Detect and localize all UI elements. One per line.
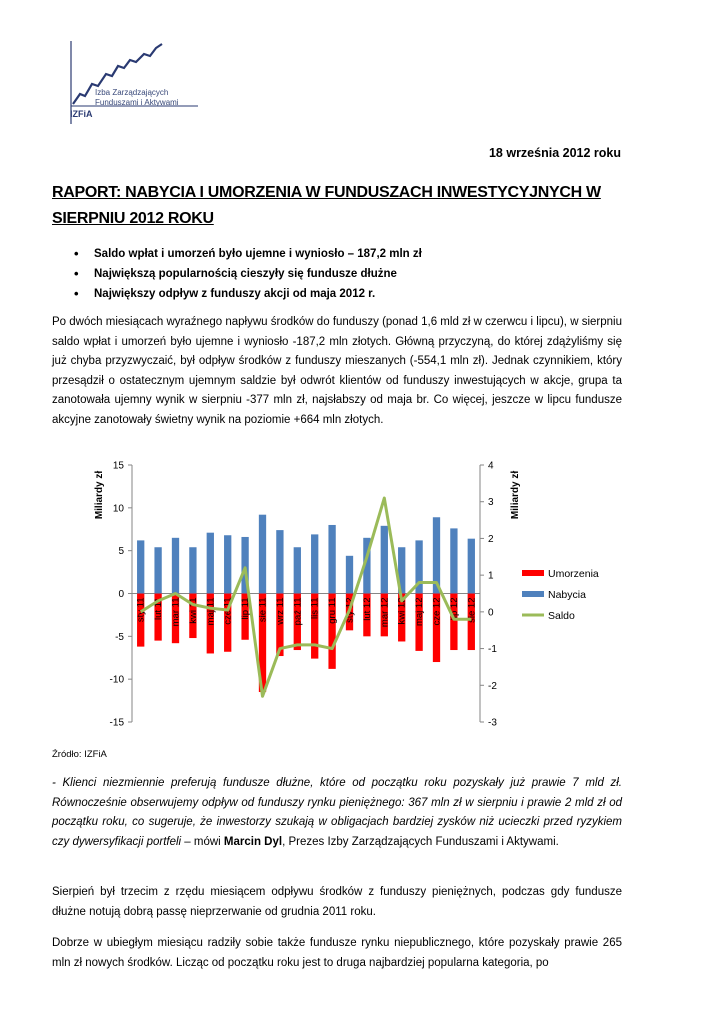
legend-label: Nabycia (548, 589, 586, 601)
key-point: • Największy odpływ z funduszy akcji od maja 2012 r. (52, 284, 422, 304)
x-tick-label: sty 12 (344, 597, 356, 623)
x-tick-label: kwi 11 (187, 597, 199, 624)
y-tick-label-left: 5 (118, 546, 124, 558)
y-axis-title-left: Miliardy zł (94, 470, 105, 520)
bar-nabycia (294, 547, 301, 593)
bar-nabycia (468, 539, 475, 594)
x-tick-label: wrz 11 (274, 597, 286, 625)
paragraph-private-equity: Dobrze w ubiegłym miesiącu radziły sobie także fundusze rynku niepublicznego, które pozyskały prawie 265 mln zł nowych środków. Licząc od początku roku jest to druga najbardziej popularna kategoria, po (52, 937, 622, 969)
bar-nabycia (189, 547, 196, 593)
x-tick-label: mar 12 (379, 597, 391, 628)
y-tick-label-right: 0 (488, 607, 494, 619)
bar-nabycia (154, 547, 161, 593)
logo-abbreviation: IZFiA (70, 109, 93, 119)
bar-nabycia (172, 538, 179, 594)
paragraph-quote (52, 774, 622, 852)
logo-line-1: Izba Zarządzających (95, 88, 169, 97)
x-tick-label: lip 12 (448, 597, 460, 621)
x-tick-label: lip 11 (240, 597, 252, 620)
y-tick-label-right: 4 (488, 460, 494, 472)
y-tick-label-left: -5 (115, 631, 124, 643)
x-tick-label: mar 11 (170, 597, 182, 627)
y-tick-label-left: 0 (118, 589, 124, 600)
bar-nabycia (311, 534, 318, 593)
paragraph-intro: Po dwóch miesiącach wyraźnego napływu środków do funduszy (ponad 1,6 mld zł w czerwcu i lipcu), w sierpniu saldo wpłat i umorzeń było ujemne i wyniosło -187,2 mln złotych. Główną przyczyną, do której zdążyliśmy się już chyba przyzwyczaić, był odpływ środków z funduszy mieszanych (-554,1 mln zł). Jednak czynnikiem, który przesądził o ostatecznym ujemnym saldzie był odwrót klientów od funduszy inwestujących w akcje, grupa ta zanotowała ujemny wynik w sierpniu -377 mln zł, najsłabszy od maja br. Co więcej, jeszcze w lipcu fundusze akcyjne zanotowały świetny wynik na poziomie +664 mln złotych. (52, 316, 622, 426)
legend-swatch-umorzenia (522, 570, 544, 576)
x-tick-label: cze 11 (222, 597, 234, 625)
paragraph-money-market: Sierpień był trzecim z rzędu miesiącem odpływu środków z funduszy pieniężnych, podczas gdy fundusze dłużne notują dobrą passę nieprzerwanie od grudnia 2011 roku. (52, 886, 622, 918)
bar-nabycia (328, 525, 335, 594)
y-tick-label-right: -2 (488, 680, 497, 692)
bar-nabycia (346, 556, 353, 594)
x-tick-label: cze 12 (431, 597, 443, 626)
x-tick-label: kwi 12 (396, 597, 408, 625)
document-date: 18 września 2012 roku (488, 146, 621, 160)
bar-nabycia (137, 540, 144, 593)
x-tick-label: paź 11 (292, 597, 304, 626)
quote-attribution: – mówi (181, 835, 224, 848)
y-tick-label-left: -15 (109, 717, 124, 729)
key-points-list (52, 244, 422, 304)
bar-nabycia (450, 528, 457, 593)
legend-swatch-nabycia (522, 591, 544, 597)
x-tick-label: sie 11 (257, 597, 269, 623)
bar-nabycia (381, 526, 388, 594)
x-tick-label: sie 12 (466, 597, 478, 623)
logo (68, 36, 208, 126)
y-tick-label-left: -10 (109, 674, 124, 686)
bar-nabycia (224, 535, 231, 593)
y-tick-label-right: -1 (488, 644, 497, 656)
y-tick-label-right: 2 (488, 533, 494, 545)
x-tick-label: lis 11 (309, 597, 321, 619)
chart-source: Źródło: IZFiA (52, 749, 107, 760)
quote-author-title: , Prezes Izby Zarządzających Funduszami i Aktywami. (282, 835, 559, 848)
x-tick-label: maj 12 (414, 597, 426, 627)
x-tick-label: lut 12 (361, 597, 373, 621)
quote-author: Marcin Dyl (223, 835, 283, 848)
logo-line-2: Funduszami i Aktywami (95, 98, 179, 107)
key-point: • Największą popularnością cieszyły się fundusze dłużne (52, 264, 422, 284)
y-tick-label-left: 10 (112, 503, 124, 515)
legend-label: Umorzenia (548, 568, 599, 580)
y-tick-label-right: 1 (488, 570, 494, 582)
report-title: RAPORT: NABYCIA I UMORZENIA W FUNDUSZACH INWESTYCYJNYCH W SIERPNIU 2012 ROKU (52, 184, 601, 227)
funds-flow-chart (80, 455, 620, 740)
x-tick-label: maj 11 (205, 597, 217, 626)
y-tick-label-right: -3 (488, 717, 497, 729)
bar-nabycia (259, 515, 266, 594)
y-axis-title-right: Miliardy zł (510, 470, 521, 520)
bar-nabycia (207, 533, 214, 594)
x-tick-label: lut 11 (153, 597, 165, 621)
y-tick-label-right: 3 (488, 497, 494, 509)
legend-label: Saldo (548, 610, 575, 622)
y-tick-label-left: 15 (112, 460, 124, 472)
x-tick-label: sty 11 (135, 597, 147, 623)
x-tick-label: gru 11 (327, 597, 339, 624)
quote-text: - Klienci niezmiennie preferują fundusze dłużne, które od początku roku pozyskały już prawie 7 mld zł. Równocześnie obserwujemy odpływ od funduszy rynku pieniężnego: 367 mln zł w sierpniu i prawie 2 mld zł od początku roku, co sugeruje, że inwestorzy szukają w obligacjach bardziej zysków niż ucieczki przed ryzykiem czy dywersyfikacji portfeli (52, 777, 622, 848)
bar-nabycia (276, 530, 283, 593)
key-point: • Saldo wpłat i umorzeń było ujemne i wyniosło – 187,2 mln zł (52, 244, 422, 264)
